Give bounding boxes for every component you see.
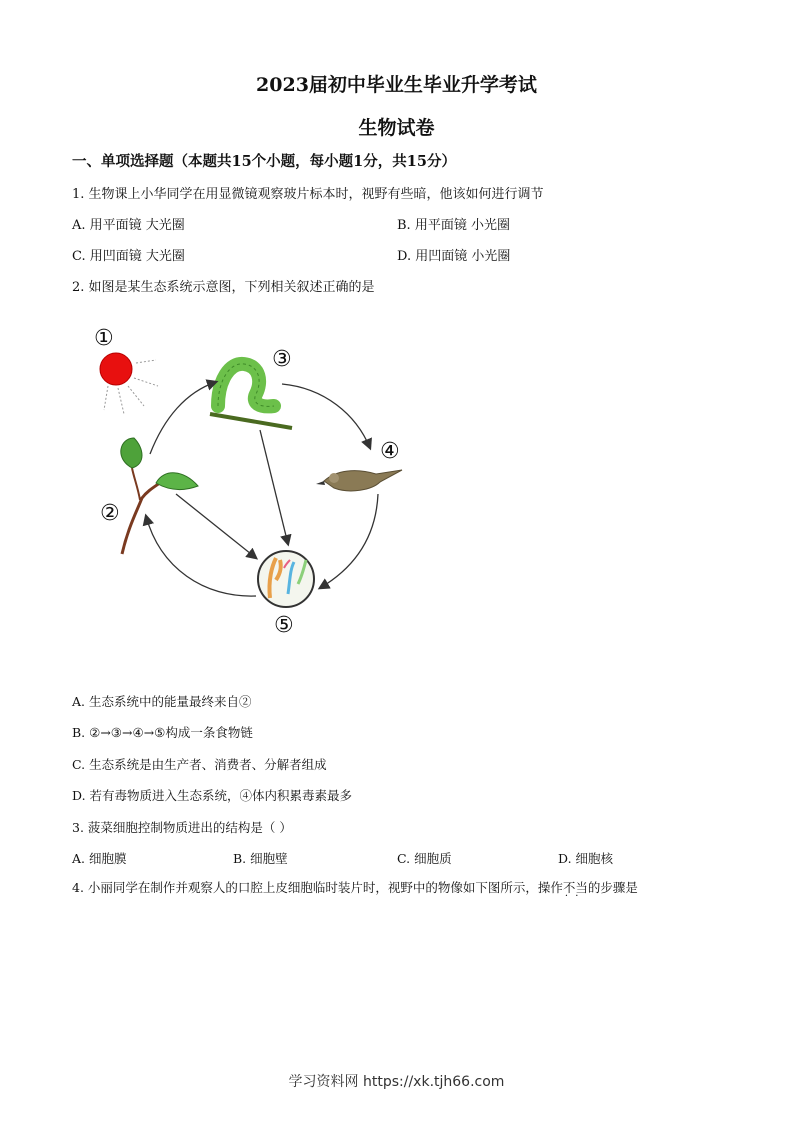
question-2-option-d: D. 若有毒物质进入生态系统，④体内积累毒素最多 xyxy=(72,788,353,803)
question-1-option-d: D. 用凹面镜 小光圈 xyxy=(397,249,511,264)
question-4-stem-emphasis: 不当 · · xyxy=(563,880,588,895)
figure-label-1: ① xyxy=(94,326,114,351)
arrow-plant-to-decomposer xyxy=(176,494,256,558)
figure-label-5: ⑤ xyxy=(274,613,294,638)
arrow-caterpillar-to-decomposer xyxy=(260,430,288,544)
question-3-option-c: C. 细胞质 xyxy=(397,851,452,866)
sun-icon xyxy=(100,353,158,414)
question-3-stem: 3. 菠菜细胞控制物质进出的结构是（ ） xyxy=(72,820,292,835)
question-4-stem-after: 的步骤是 xyxy=(587,880,638,895)
question-1-option-c: C. 用凹面镜 大光圈 xyxy=(72,249,185,264)
decomposer-icon xyxy=(258,551,314,607)
question-2-option-c: C. 生态系统是由生产者、消费者、分解者组成 xyxy=(72,757,327,772)
question-4-stem xyxy=(72,878,638,896)
exam-title: 2023届初中毕业生毕业升学考试 xyxy=(256,74,537,96)
question-2-option-b: B. ②→③→④→⑤构成一条食物链 xyxy=(72,725,253,740)
figure-label-2: ② xyxy=(100,501,120,526)
question-2-stem: 2. 如图是某生态系统示意图，下列相关叙述正确的是 xyxy=(72,280,375,295)
question-1-option-b: B. 用平面镜 小光圈 xyxy=(397,218,510,233)
arrow-decomposer-to-plant xyxy=(146,516,256,596)
section-heading: 一、单项选择题（本题共15个小题，每小题1分，共15分） xyxy=(72,153,456,170)
arrow-plant-to-caterpillar xyxy=(150,382,216,454)
arrow-caterpillar-to-bird xyxy=(282,384,370,448)
question-3-option-a: A. 细胞膜 xyxy=(72,851,127,866)
question-4-stem-before: 4. 小丽同学在制作并观察人的口腔上皮细胞临时装片时，视野中的物像如下图所示，操作 xyxy=(72,880,563,895)
question-1-stem: 1. 生物课上小华同学在用显微镜观察玻片标本时，视野有些暗，他该如何进行调节 xyxy=(72,187,544,202)
bird-icon xyxy=(316,470,402,491)
exam-subtitle: 生物试卷 xyxy=(358,117,435,139)
arrow-bird-to-decomposer xyxy=(320,494,378,588)
footer-watermark: 学习资料网 https://xk.tjh66.com xyxy=(288,1074,505,1090)
caterpillar-icon xyxy=(210,364,292,428)
question-3-option-b: B. 细胞壁 xyxy=(233,851,288,866)
plant-icon xyxy=(121,438,198,554)
question-2-option-a: A. 生态系统中的能量最终来自② xyxy=(72,694,252,709)
ecosystem-diagram xyxy=(84,318,414,643)
question-1-option-a: A. 用平面镜 大光圈 xyxy=(72,218,185,233)
figure-label-3: ③ xyxy=(272,347,292,372)
figure-label-4: ④ xyxy=(380,439,400,464)
question-3-option-d: D. 细胞核 xyxy=(558,851,614,866)
